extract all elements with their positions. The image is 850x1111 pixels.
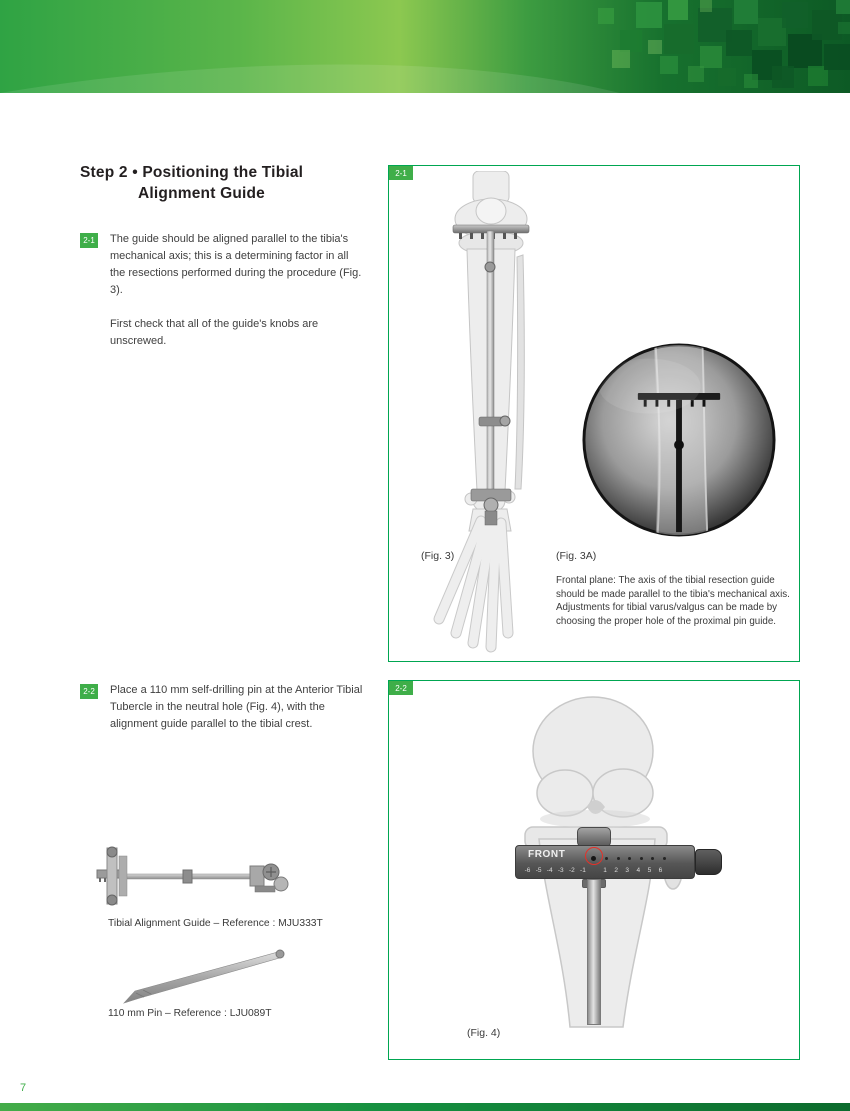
scale-tick: -4 — [546, 867, 553, 874]
front-label: FRONT — [528, 849, 566, 860]
guide-side-knob — [695, 849, 722, 875]
figure-3a-description: Frontal plane: The axis of the tibial resection guide should be made parallel to the tibia's mechanical axis. Adjustments for tibial varus/valgus can be made by choosing the proper hole of the proximal pin guide. — [556, 575, 790, 627]
scale-tick: -3 — [557, 867, 564, 874]
step-badge-2-2: 2-2 — [80, 684, 98, 699]
figure-4-caption: (Fig. 4) — [467, 1027, 501, 1039]
page-number: 7 — [20, 1082, 27, 1094]
scale-tick: 1 — [603, 867, 607, 874]
page-title-line1: Step 2 • Positioning the Tibial — [80, 164, 304, 181]
step-2-1-paragraph-1: The guide should be aligned parallel to the tibia's mechanical axis; this is a determining factor in all the resections performed during the procedure (Fig. 3). — [110, 233, 362, 296]
step-badge-2-1: 2-1 — [80, 233, 98, 248]
guide-rod — [587, 879, 601, 1025]
figure-3-panel — [388, 165, 800, 662]
step-2-2-paragraph-1: Place a 110 mm self-drilling pin at the Anterior Tibial Tubercle in the neutral hole (Fig. 4), with the alignment guide parallel to the tibial crest. — [110, 684, 363, 730]
page-title — [80, 162, 303, 204]
scale-neutral-gap — [588, 867, 599, 874]
scale-tick: 3 — [625, 867, 630, 874]
pin-reference-caption: 110 mm Pin – Reference : LJU089T — [108, 1008, 272, 1019]
tibial-alignment-guide-illustration — [95, 838, 295, 913]
footer-bar — [0, 1103, 850, 1111]
scale-tick: 2 — [614, 867, 618, 874]
step-2-1-text — [110, 231, 362, 350]
scale-tick: -1 — [580, 867, 586, 874]
header-banner-graphic — [0, 0, 850, 93]
scale-tick: 5 — [647, 867, 652, 874]
scale-tick: 6 — [658, 867, 663, 874]
guide-reference-caption: Tibial Alignment Guide – Reference : MJU333T — [108, 918, 323, 929]
figure-3-caption: (Fig. 3) — [421, 550, 455, 562]
scale-tick: -6 — [524, 867, 531, 874]
figure-4-tab: 2-2 — [389, 681, 413, 695]
step-2-2-text — [110, 682, 372, 733]
page-title-line2: Alignment Guide — [138, 185, 265, 202]
foot-toes — [439, 521, 508, 647]
xray-inset — [581, 342, 777, 538]
figure-4-panel — [388, 680, 800, 1060]
figure-3a-caption: (Fig. 3A) — [556, 550, 597, 562]
step-2-1-paragraph-2: First check that all of the guide's knobs are unscrewed. — [110, 318, 319, 347]
guide-scale — [522, 867, 666, 874]
guide-top-knob — [577, 827, 611, 847]
scale-tick: 4 — [636, 867, 641, 874]
scale-tick: -5 — [535, 867, 542, 874]
neutral-hole-highlight — [585, 847, 603, 865]
pin-illustration — [110, 946, 285, 1008]
header-banner — [0, 0, 850, 93]
figure-3-tab: 2-1 — [389, 166, 413, 180]
scale-tick: -2 — [568, 867, 575, 874]
